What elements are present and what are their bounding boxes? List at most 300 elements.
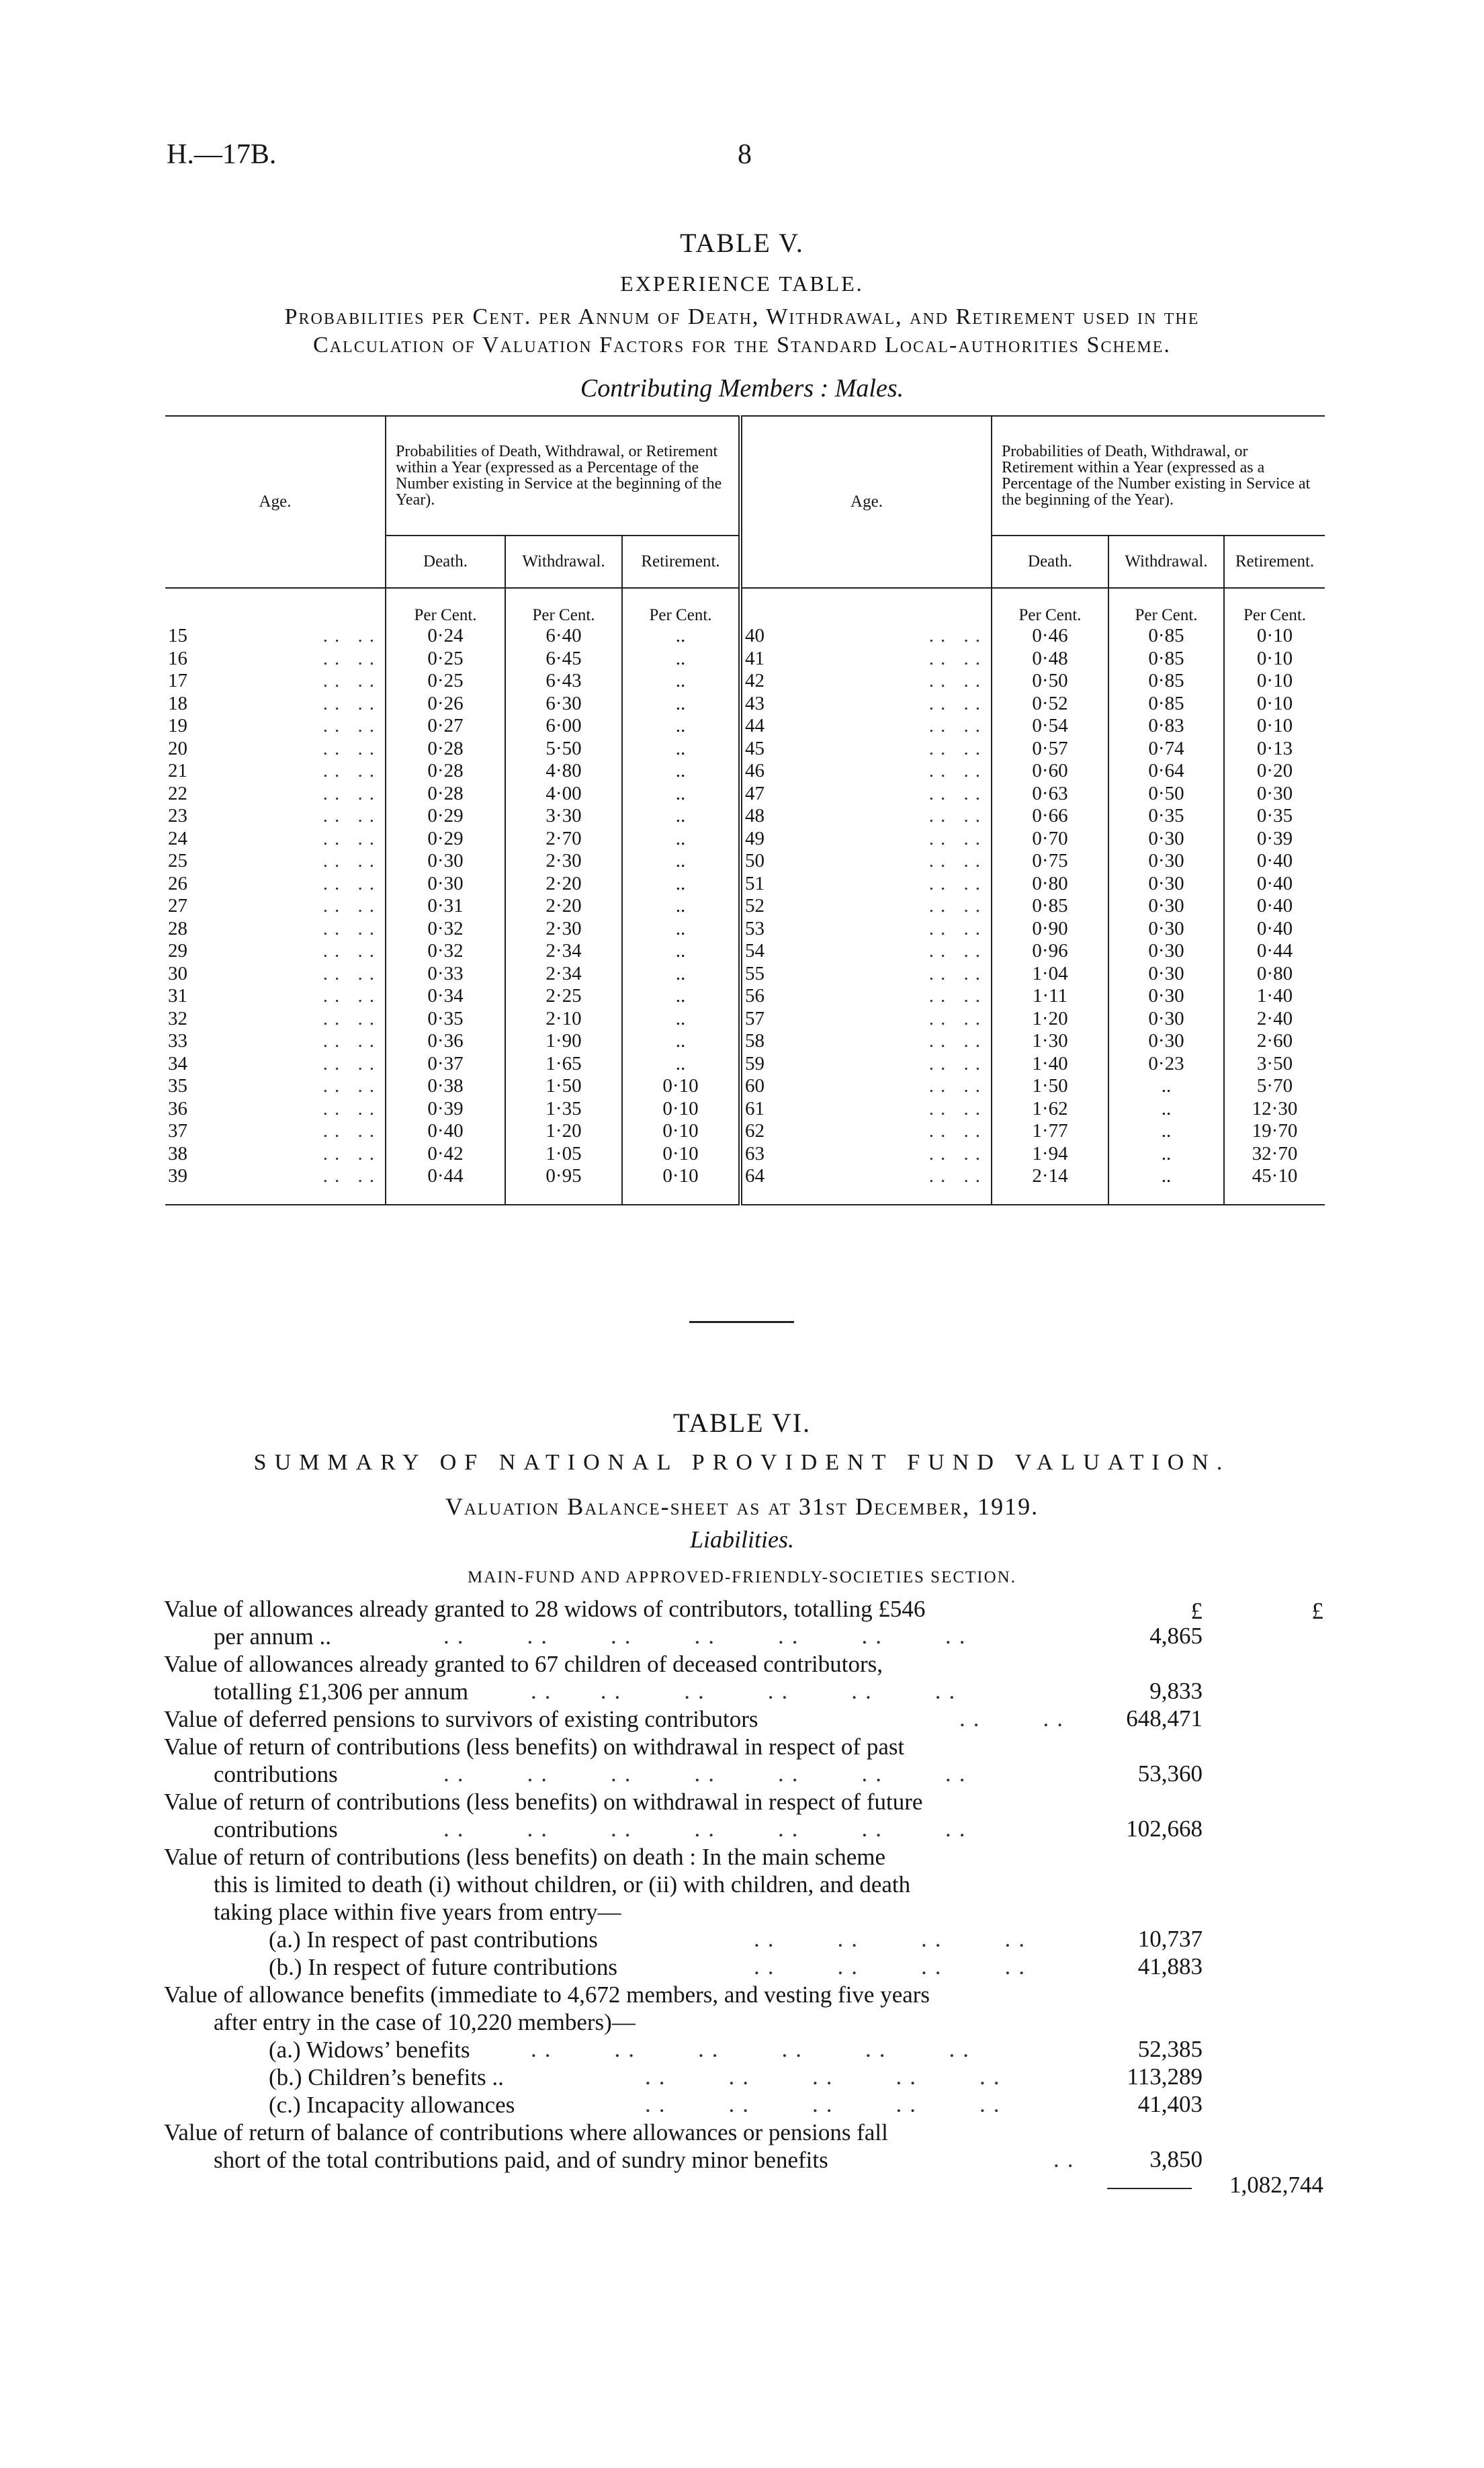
withdrawal-cell: 2·20 [505,873,622,896]
age-cell: 15 [168,625,187,647]
table-row [165,828,1325,851]
table-row [165,1030,1325,1053]
leader-dots: .. .. [322,1165,381,1187]
withdrawal-header-left: Withdrawal. [505,536,622,588]
withdrawal-cell: 0·30 [1108,940,1224,963]
line-text: (a.) In respect of past contributions [269,1926,598,1953]
age-cell: 25 [168,850,187,872]
withdrawal-cell: .. [1108,1143,1224,1166]
unit-label: Per Cent. [992,588,1108,625]
retirement-cell: 0·20 [1224,760,1325,783]
line-text: (c.) Incapacity allowances [269,2092,515,2118]
retirement-cell: 0·40 [1224,918,1325,941]
retirement-cell: 0·40 [1224,850,1325,873]
retirement-cell: 0·10 [1224,670,1325,693]
death-cell: 1·11 [992,985,1108,1008]
retirement-cell: 19·70 [1224,1120,1325,1143]
table-row [165,918,1325,941]
death-cell: 0·48 [992,648,1108,671]
withdrawal-cell: 0·30 [1108,1030,1224,1053]
line-text: Value of return of balance of contributions where allowances or pensions fall [164,2119,888,2145]
retirement-cell: .. [622,693,740,716]
death-cell: 0·35 [386,1008,505,1031]
retirement-cell: 0·10 [1224,648,1325,671]
leader-dots: .. .. [322,1142,381,1164]
withdrawal-cell: 0·64 [1108,760,1224,783]
age-cell: 29 [168,940,187,962]
age-cell: 58 [740,1030,795,1053]
withdrawal-cell: .. [1108,1075,1224,1098]
death-cell: 1·40 [992,1053,1108,1076]
leader-dots: .. .. [928,985,987,1007]
leader-dots: .. .. [322,1120,381,1142]
retirement-cell: 1·40 [1224,985,1325,1008]
age-cell: 48 [740,805,795,828]
withdrawal-cell: 2·25 [505,985,622,1008]
leader-dots: .. .. .. .. [754,1953,1033,1980]
leader-dots: .. .. [928,827,987,849]
leader-dots: .. .. [322,1030,381,1052]
death-cell: 0·50 [992,670,1108,693]
death-cell: 0·32 [386,918,505,941]
age-cell: 23 [168,805,187,827]
section-divider [689,1321,794,1323]
leader-dots: .. .. .. .. .. .. [531,1678,963,1704]
line-text: contributions [214,1816,338,1842]
leader-dots: .. .. [322,625,381,647]
death-cell: 0·28 [386,783,505,806]
document-reference: H.—17B. [167,139,277,170]
retirement-cell: 0·10 [622,1120,740,1143]
unit-label: Per Cent. [505,588,622,625]
retirement-header-right: Retirement. [1224,536,1325,588]
retirement-cell: 3·50 [1224,1053,1325,1076]
leader-dots: .. .. [322,692,381,714]
line-text: taking place within five years from entry— [214,1899,621,1925]
death-cell: 1·77 [992,1120,1108,1143]
leader-dots: .. .. [322,1007,381,1029]
leader-dots: .. .. [322,715,381,737]
withdrawal-cell: 5·50 [505,738,622,761]
leader-dots: .. .. [928,647,987,669]
line-amount: 9,833 [1149,1678,1203,1704]
leader-dots: .. .. [928,737,987,759]
retirement-cell: 45·10 [1224,1165,1325,1188]
withdrawal-cell: 1·05 [505,1143,622,1166]
withdrawal-cell: 1·90 [505,1030,622,1053]
death-cell: 0·38 [386,1075,505,1098]
withdrawal-cell: 2·30 [505,850,622,873]
retirement-cell: 0·44 [1224,940,1325,963]
withdrawal-cell: 1·65 [505,1053,622,1076]
retirement-cell: 2·40 [1224,1008,1325,1031]
leader-dots: .. .. [322,917,381,939]
death-header-left: Death. [386,536,505,588]
death-cell: 0·28 [386,760,505,783]
line-amount: 52,385 [1137,2036,1203,2062]
death-cell: 0·96 [992,940,1108,963]
retirement-cell: .. [622,670,740,693]
retirement-cell: .. [622,648,740,671]
withdrawal-cell: 6·00 [505,715,622,738]
line-text: Value of return of contributions (less benefits) on death : In the main scheme [164,1844,885,1870]
line-text: (b.) In respect of future contributions [269,1954,618,1980]
withdrawal-cell: 6·30 [505,693,622,716]
table-row [165,873,1325,896]
line-text: totalling £1,306 per annum [214,1678,469,1705]
withdrawal-cell: 2·34 [505,963,622,986]
table-row [165,783,1325,806]
age-cell: 16 [168,647,187,669]
balance-sheet-title: Valuation Balance-sheet as at 31st December, 1919. [445,1493,1039,1520]
death-cell: 0·44 [386,1165,505,1188]
death-cell: 0·66 [992,805,1108,828]
death-cell: 0·60 [992,760,1108,783]
line-text: contributions [214,1761,338,1787]
leader-dots: .. .. .. .. .. .. .. [443,1623,973,1649]
table-row [165,805,1325,828]
withdrawal-cell: 6·45 [505,648,622,671]
withdrawal-cell: 2·70 [505,828,622,851]
leader-dots: .. .. [928,1075,987,1097]
leader-dots: .. .. [928,1165,987,1187]
withdrawal-cell: 0·85 [1108,693,1224,716]
age-cell: 36 [168,1097,187,1119]
table-row [165,940,1325,963]
death-cell: 0·57 [992,738,1108,761]
leader-dots: .. .. .. .. .. .. .. [443,1816,973,1842]
leader-dots: .. .. .. .. .. .. [531,2036,977,2062]
leader-dots: .. .. [928,850,987,872]
retirement-cell: .. [622,625,740,648]
withdrawal-cell: 0·95 [505,1165,622,1188]
death-cell: 0·37 [386,1053,505,1076]
death-cell: 0·26 [386,693,505,716]
age-cell: 35 [168,1075,187,1097]
withdrawal-cell: 0·30 [1108,895,1224,918]
currency-symbol: £ [1190,1598,1203,1624]
death-cell: 0·33 [386,963,505,986]
death-cell: 0·70 [992,828,1108,851]
table-row [165,1008,1325,1031]
table5-title: TABLE V. [680,228,804,258]
death-cell: 1·20 [992,1008,1108,1031]
unit-label: Per Cent. [622,588,740,625]
age-cell: 24 [168,827,187,849]
age-cell: 22 [168,782,187,804]
table6-title: TABLE VI. [672,1408,812,1438]
leader-dots: .. .. [322,850,381,872]
table-row [165,760,1325,783]
withdrawal-cell: 0·85 [1108,648,1224,671]
page-number: 8 [738,139,752,170]
leader-dots: .. .. [928,1097,987,1119]
line-text: (a.) Widows’ benefits [269,2037,470,2063]
table-row [165,963,1325,986]
age-cell: 60 [740,1075,795,1098]
withdrawal-cell: .. [1108,1120,1224,1143]
age-cell: 42 [740,670,795,693]
retirement-cell: .. [622,873,740,896]
withdrawal-cell: 0·83 [1108,715,1224,738]
withdrawal-cell: 0·30 [1108,873,1224,896]
leader-dots: .. .. [928,805,987,827]
leader-dots: .. .. [928,625,987,647]
retirement-cell: .. [622,1030,740,1053]
age-cell: 30 [168,962,187,984]
death-cell: 0·30 [386,873,505,896]
withdrawal-cell: 6·43 [505,670,622,693]
leader-dots: .. .. [928,872,987,894]
retirement-cell: 0·10 [622,1075,740,1098]
withdrawal-cell: 1·20 [505,1120,622,1143]
retirement-cell: .. [622,828,740,851]
retirement-cell: 0·40 [1224,895,1325,918]
age-cell: 50 [740,850,795,873]
table-row [165,693,1325,716]
table5-caption-line2: Calculation of Valuation Factors for the Standard Local-authorities Scheme. [313,333,1171,357]
death-cell: 1·04 [992,963,1108,986]
death-cell: 0·25 [386,670,505,693]
table-row [165,670,1325,693]
death-cell: 0·85 [992,895,1108,918]
withdrawal-cell: 0·74 [1108,738,1224,761]
death-cell: 0·34 [386,985,505,1008]
leader-dots: .. .. [322,895,381,917]
age-cell: 52 [740,895,795,918]
withdrawal-cell: 2·10 [505,1008,622,1031]
retirement-cell: 0·80 [1224,963,1325,986]
probabilities-header-right: Probabilities of Death, Withdrawal, or Retirement within a Year (expressed as a Percentage of the Number existing in Service at the beginning of the Year). [992,416,1325,536]
line-amount: 53,360 [1137,1760,1203,1787]
currency-symbol: £ [1311,1598,1323,1624]
age-cell: 43 [740,693,795,716]
retirement-cell: 0·39 [1224,828,1325,851]
age-header-right: Age. [740,416,992,588]
age-cell: 28 [168,917,187,939]
leader-dots: .. .. [322,940,381,962]
retirement-cell: .. [622,760,740,783]
leader-dots: .. .. [928,692,987,714]
retirement-cell: 0·30 [1224,783,1325,806]
retirement-cell: 0·10 [622,1143,740,1166]
withdrawal-cell: 0·30 [1108,828,1224,851]
withdrawal-cell: 0·30 [1108,963,1224,986]
line-text: short of the total contributions paid, and of sundry minor benefits [214,2147,828,2173]
retirement-cell: .. [622,940,740,963]
withdrawal-cell: 0·23 [1108,1053,1224,1076]
line-amount: 3,850 [1149,2146,1203,2172]
age-cell: 59 [740,1053,795,1076]
table-row [165,895,1325,918]
death-cell: 0·42 [386,1143,505,1166]
line-text: this is limited to death (i) without children, or (ii) with children, and death [214,1871,911,1898]
retirement-cell: 0·10 [1224,625,1325,648]
death-cell: 0·52 [992,693,1108,716]
death-cell: 0·40 [386,1120,505,1143]
retirement-cell: 0·10 [622,1165,740,1188]
withdrawal-cell: 0·85 [1108,670,1224,693]
leader-dots: .. .. .. .. .. .. .. [443,1760,973,1787]
death-cell: 2·14 [992,1165,1108,1188]
table-row [165,625,1325,648]
retirement-cell: 0·10 [1224,715,1325,738]
age-cell: 56 [740,985,795,1008]
age-cell: 64 [740,1165,795,1188]
death-cell: 0·46 [992,625,1108,648]
withdrawal-cell: 0·30 [1108,850,1224,873]
age-cell: 31 [168,985,187,1007]
retirement-cell: .. [622,1008,740,1031]
table-row [165,738,1325,761]
death-cell: 1·62 [992,1098,1108,1121]
leader-dots: .. .. [928,715,987,737]
leader-dots: .. .. [322,1075,381,1097]
age-cell: 44 [740,715,795,738]
age-cell: 39 [168,1165,187,1187]
table-row [165,1143,1325,1166]
age-cell: 49 [740,828,795,851]
probabilities-header-left: Probabilities of Death, Withdrawal, or Retirement within a Year (expressed as a Percentage of the Number existing in Service at the beginning of the Year). [386,416,740,536]
death-cell: 1·30 [992,1030,1108,1053]
age-cell: 33 [168,1030,187,1052]
withdrawal-cell: 1·35 [505,1098,622,1121]
table-row [165,1120,1325,1143]
leader-dots: .. .. [322,782,381,804]
death-cell: 0·36 [386,1030,505,1053]
leader-dots: .. .. [322,1097,381,1119]
age-cell: 53 [740,918,795,941]
withdrawal-cell: 1·50 [505,1075,622,1098]
retirement-cell: 2·60 [1224,1030,1325,1053]
death-cell: 0·24 [386,625,505,648]
line-amount: 10,737 [1137,1926,1203,1952]
withdrawal-cell: 4·00 [505,783,622,806]
line-amount: 648,471 [1126,1705,1203,1732]
table5-subtitle: EXPERIENCE TABLE. [620,271,864,296]
withdrawal-cell: 2·34 [505,940,622,963]
line-text: Value of allowances already granted to 28 widows of contributors, totalling £546 [164,1596,926,1622]
line-amount: 41,403 [1137,2091,1203,2117]
retirement-cell: .. [622,918,740,941]
leader-dots: .. .. [322,1052,381,1074]
table-row [165,1053,1325,1076]
death-cell: 0·27 [386,715,505,738]
leader-dots: .. .. [322,962,381,984]
retirement-cell: 12·30 [1224,1098,1325,1121]
death-cell: 0·29 [386,828,505,851]
age-cell: 18 [168,692,187,714]
table6-subtitle: SUMMARY OF NATIONAL PROVIDENT FUND VALUATION. [253,1450,1231,1475]
death-cell: 1·94 [992,1143,1108,1166]
leader-dots: .. .. [928,940,987,962]
unit-label: Per Cent. [386,588,505,625]
age-cell: 47 [740,783,795,806]
death-cell: 0·75 [992,850,1108,873]
withdrawal-cell: 2·20 [505,895,622,918]
leader-dots: .. .. [928,895,987,917]
line-amount: 102,668 [1126,1816,1203,1842]
line-text: Value of allowance benefits (immediate to 4,672 members, and vesting five years [164,1982,930,2008]
age-cell: 51 [740,873,795,896]
leader-dots: .. .. .. .. .. [645,2063,1008,2090]
age-cell: 34 [168,1052,187,1074]
withdrawal-cell: 0·35 [1108,805,1224,828]
withdrawal-cell: 0·30 [1108,1008,1224,1031]
age-cell: 55 [740,963,795,986]
age-cell: 17 [168,670,187,692]
retirement-cell: .. [622,985,740,1008]
withdrawal-cell: .. [1108,1165,1224,1188]
line-text: Value of return of contributions (less benefits) on withdrawal in respect of past [164,1734,905,1760]
total-amount: 1,082,744 [1229,2172,1323,2198]
age-cell: 61 [740,1098,795,1121]
retirement-cell: .. [622,963,740,986]
line-amount: 4,865 [1149,1623,1203,1649]
retirement-cell: .. [622,1053,740,1076]
leader-dots: .. .. [322,760,381,782]
retirement-cell: 32·70 [1224,1143,1325,1166]
age-cell: 41 [740,648,795,671]
leader-dots: .. .. [322,670,381,692]
section-heading: MAIN-FUND AND APPROVED-FRIENDLY-SOCIETIES SECTION. [468,1568,1016,1586]
withdrawal-cell: 2·30 [505,918,622,941]
line-text: Value of deferred pensions to survivors of existing contributors [164,1706,758,1732]
retirement-cell: .. [622,738,740,761]
retirement-cell: .. [622,783,740,806]
age-cell: 21 [168,760,187,782]
retirement-cell: .. [622,715,740,738]
unit-label: Per Cent. [1224,588,1325,625]
leader-dots: .. .. [928,917,987,939]
table-row [165,648,1325,671]
retirement-cell: 0·13 [1224,738,1325,761]
table5-section: Contributing Members : Males. [580,374,904,402]
death-header-right: Death. [992,536,1108,588]
line-amount: 41,883 [1137,1953,1203,1980]
death-cell: 0·90 [992,918,1108,941]
leader-dots: .. .. [928,1142,987,1164]
leader-dots: .. .. [322,872,381,894]
retirement-cell: 0·35 [1224,805,1325,828]
withdrawal-cell: .. [1108,1098,1224,1121]
leader-dots: .. .. [959,1705,1071,1732]
leader-dots: .. .. [928,1007,987,1029]
leader-dots: .. .. [322,827,381,849]
age-cell: 62 [740,1120,795,1143]
leader-dots: .. .. .. .. .. [645,2091,1008,2117]
age-cell: 20 [168,737,187,759]
liabilities-heading: Liabilities. [689,1526,795,1553]
leader-dots: .. .. .. .. [754,1926,1033,1952]
line-text: per annum .. [214,1623,331,1650]
leader-dots: .. .. [928,782,987,804]
withdrawal-cell: 6·40 [505,625,622,648]
retirement-cell: .. [622,805,740,828]
retirement-cell: 0·40 [1224,873,1325,896]
death-cell: 0·80 [992,873,1108,896]
age-cell: 19 [168,715,187,737]
table-row [165,715,1325,738]
leader-dots: .. .. [928,1052,987,1074]
death-cell: 0·25 [386,648,505,671]
leader-dots: .. .. [928,962,987,984]
unit-label: Per Cent. [1108,588,1224,625]
retirement-header-left: Retirement. [622,536,740,588]
leader-dots: .. .. [322,985,381,1007]
leader-dots: .. .. [322,647,381,669]
death-cell: 0·28 [386,738,505,761]
